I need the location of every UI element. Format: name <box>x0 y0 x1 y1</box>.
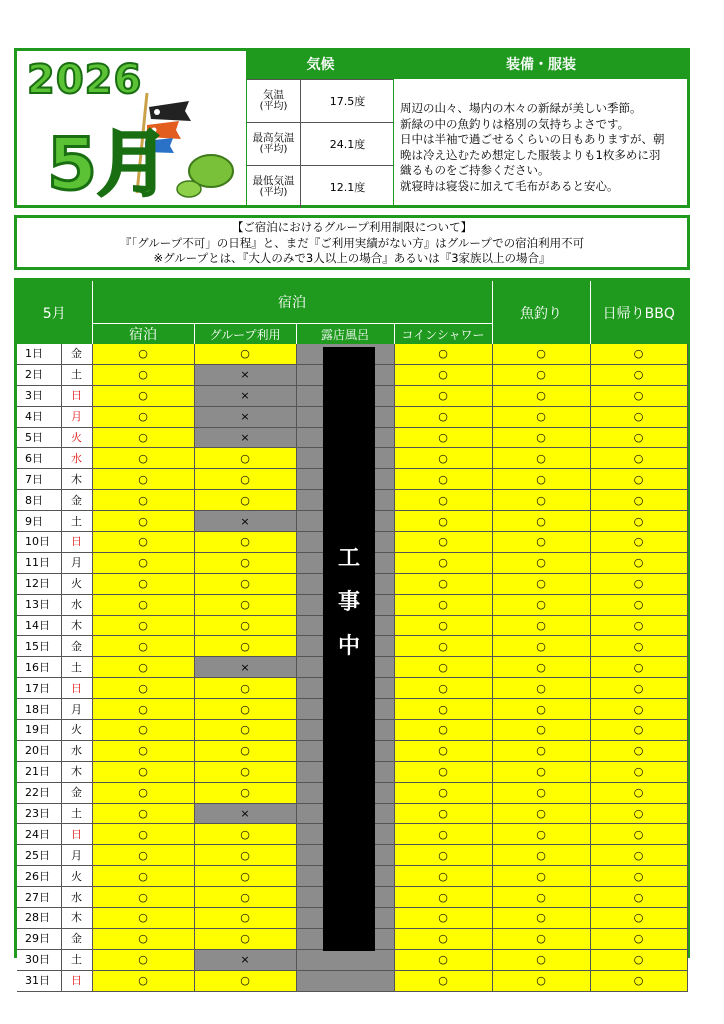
day-weekday: 月 <box>61 699 92 720</box>
fishing-status: ○ <box>492 740 590 761</box>
stay-status: ○ <box>92 573 194 594</box>
bbq-status: ○ <box>590 845 687 866</box>
weather-row <box>247 165 394 208</box>
weather-sub: (平均) <box>259 101 288 112</box>
day-date: 17日 <box>17 678 61 699</box>
stay-status: ○ <box>92 469 194 490</box>
fishing-status: ○ <box>492 908 590 929</box>
bbq-status: ○ <box>590 364 687 385</box>
day-weekday: 水 <box>61 887 92 908</box>
fishing-status: ○ <box>492 490 590 511</box>
group-status: × <box>194 657 296 678</box>
schedule-table <box>14 278 690 988</box>
group-status: × <box>194 406 296 427</box>
day-weekday: 月 <box>61 552 92 573</box>
weather-value: 24.1度 <box>329 138 366 151</box>
fishing-status: ○ <box>492 573 590 594</box>
fishing-header: 魚釣り <box>492 281 590 344</box>
stay-status: ○ <box>92 594 194 615</box>
day-date: 9日 <box>17 511 61 532</box>
day-weekday: 木 <box>61 761 92 782</box>
outdoor-bath-subheader: 露店風呂 <box>296 324 394 345</box>
day-weekday: 水 <box>61 594 92 615</box>
shower-status: ○ <box>394 782 492 803</box>
coin-shower-subheader: コインシャワー <box>394 324 492 345</box>
day-weekday: 金 <box>61 928 92 949</box>
stay-status: ○ <box>92 845 194 866</box>
day-weekday: 火 <box>61 866 92 887</box>
bbq-status: ○ <box>590 949 687 970</box>
day-date: 18日 <box>17 699 61 720</box>
bbq-status: ○ <box>590 406 687 427</box>
day-date: 11日 <box>17 552 61 573</box>
shower-status: ○ <box>394 657 492 678</box>
group-status: ○ <box>194 761 296 782</box>
bbq-status: ○ <box>590 657 687 678</box>
month-logo <box>17 51 246 205</box>
day-weekday: 月 <box>61 845 92 866</box>
shower-status: ○ <box>394 824 492 845</box>
bbq-status: ○ <box>590 928 687 949</box>
day-weekday: 月 <box>61 406 92 427</box>
group-status: ○ <box>194 490 296 511</box>
stay-status: ○ <box>92 615 194 636</box>
fishing-status: ○ <box>492 385 590 406</box>
day-weekday: 日 <box>61 824 92 845</box>
stay-status: ○ <box>92 887 194 908</box>
day-row <box>17 970 687 991</box>
day-date: 14日 <box>17 615 61 636</box>
day-weekday: 土 <box>61 364 92 385</box>
fishing-status: ○ <box>492 970 590 991</box>
shower-status: ○ <box>394 866 492 887</box>
shower-status: ○ <box>394 970 492 991</box>
stay-status: ○ <box>92 824 194 845</box>
bath-status <box>296 970 394 991</box>
fishing-status: ○ <box>492 552 590 573</box>
day-weekday: 水 <box>61 740 92 761</box>
bbq-status: ○ <box>590 573 687 594</box>
weather-sub: (平均) <box>259 187 288 198</box>
group-status: ○ <box>194 532 296 553</box>
equipment-line: 日中は半袖で過ごせるくらいの日もありますが、朝 <box>400 132 665 146</box>
day-weekday: 金 <box>61 782 92 803</box>
fishing-status: ○ <box>492 657 590 678</box>
day-weekday: 日 <box>61 532 92 553</box>
group-status: ○ <box>194 344 296 364</box>
day-date: 27日 <box>17 887 61 908</box>
bbq-status: ○ <box>590 385 687 406</box>
weather-label: 気温 <box>263 89 284 101</box>
fishing-status: ○ <box>492 761 590 782</box>
day-weekday: 木 <box>61 469 92 490</box>
bbq-status: ○ <box>590 469 687 490</box>
fishing-status: ○ <box>492 803 590 824</box>
stay-status: ○ <box>92 406 194 427</box>
stay-status: ○ <box>92 970 194 991</box>
notice-line: 『「グループ不可」の日程』と、まだ『ご利用実績がない方』はグループでの宿泊利用不可 <box>119 235 585 250</box>
group-status: × <box>194 364 296 385</box>
stay-status: ○ <box>92 928 194 949</box>
day-date: 8日 <box>17 490 61 511</box>
bbq-status: ○ <box>590 761 687 782</box>
day-weekday: 日 <box>61 970 92 991</box>
weather-label: 最高気温 <box>252 132 295 144</box>
group-use-subheader: グループ利用 <box>194 324 296 345</box>
group-status: ○ <box>194 928 296 949</box>
fishing-status: ○ <box>492 469 590 490</box>
fishing-status: ○ <box>492 615 590 636</box>
shower-status: ○ <box>394 552 492 573</box>
group-status: ○ <box>194 782 296 803</box>
day-weekday: 水 <box>61 448 92 469</box>
day-date: 15日 <box>17 636 61 657</box>
day-date: 6日 <box>17 448 61 469</box>
group-status: ○ <box>194 887 296 908</box>
day-date: 31日 <box>17 970 61 991</box>
weather-value: 17.5度 <box>329 95 366 108</box>
stay-status: ○ <box>92 552 194 573</box>
weather-row <box>247 79 394 122</box>
group-status: ○ <box>194 845 296 866</box>
shower-status: ○ <box>394 594 492 615</box>
bbq-header: 日帰りBBQ <box>590 281 687 344</box>
bbq-status: ○ <box>590 636 687 657</box>
equipment-line: 周辺の山々、場内の木々の新緑が美しい季節。 <box>400 101 642 115</box>
day-date: 28日 <box>17 908 61 929</box>
bbq-status: ○ <box>590 532 687 553</box>
equipment-panel <box>393 51 688 205</box>
shower-status: ○ <box>394 720 492 741</box>
stay-group-header: 宿泊 <box>92 281 492 324</box>
month-label: 5月 <box>47 122 170 203</box>
equipment-title: 装備・服装 <box>394 51 688 79</box>
day-date: 12日 <box>17 573 61 594</box>
bbq-status: ○ <box>590 866 687 887</box>
fishing-status: ○ <box>492 427 590 448</box>
bbq-status: ○ <box>590 970 687 991</box>
day-weekday: 木 <box>61 908 92 929</box>
group-status: ○ <box>194 699 296 720</box>
stay-status: ○ <box>92 448 194 469</box>
shower-status: ○ <box>394 490 492 511</box>
shower-status: ○ <box>394 511 492 532</box>
shower-status: ○ <box>394 406 492 427</box>
day-weekday: 火 <box>61 720 92 741</box>
group-status: ○ <box>194 824 296 845</box>
day-row <box>17 949 687 970</box>
equipment-line: 晩は冷え込むため想定した服装よりも1枚多めに羽 <box>400 147 661 162</box>
day-date: 5日 <box>17 427 61 448</box>
group-status: ○ <box>194 636 296 657</box>
construction-char: 工 <box>337 546 360 571</box>
group-status: × <box>194 385 296 406</box>
bbq-status: ○ <box>590 344 687 364</box>
group-status: × <box>194 803 296 824</box>
day-date: 20日 <box>17 740 61 761</box>
bbq-status: ○ <box>590 887 687 908</box>
group-status: ○ <box>194 469 296 490</box>
weather-panel <box>246 51 394 205</box>
fishing-status: ○ <box>492 845 590 866</box>
group-status: ○ <box>194 866 296 887</box>
stay-status: ○ <box>92 490 194 511</box>
shower-status: ○ <box>394 448 492 469</box>
shower-status: ○ <box>394 427 492 448</box>
weather-sub: (平均) <box>259 144 288 155</box>
shower-status: ○ <box>394 803 492 824</box>
stay-status: ○ <box>92 344 194 364</box>
shower-status: ○ <box>394 385 492 406</box>
month-header: 5月 <box>17 281 92 344</box>
bbq-status: ○ <box>590 699 687 720</box>
shower-status: ○ <box>394 469 492 490</box>
day-date: 26日 <box>17 866 61 887</box>
notice-title: 【ご宿泊におけるグループ利用制限について】 <box>231 220 473 234</box>
shower-status: ○ <box>394 740 492 761</box>
group-status: ○ <box>194 615 296 636</box>
bbq-status: ○ <box>590 490 687 511</box>
fishing-status: ○ <box>492 406 590 427</box>
shower-status: ○ <box>394 928 492 949</box>
bbq-status: ○ <box>590 720 687 741</box>
group-status: ○ <box>194 720 296 741</box>
weather-value: 12.1度 <box>329 181 366 194</box>
day-date: 13日 <box>17 594 61 615</box>
group-status: ○ <box>194 908 296 929</box>
bbq-status: ○ <box>590 740 687 761</box>
stay-status: ○ <box>92 699 194 720</box>
stay-status: ○ <box>92 761 194 782</box>
weather-title: 気候 <box>247 51 394 79</box>
stay-status: ○ <box>92 803 194 824</box>
day-date: 24日 <box>17 824 61 845</box>
fishing-status: ○ <box>492 887 590 908</box>
koinobori-illustration <box>39 93 239 203</box>
bbq-status: ○ <box>590 803 687 824</box>
construction-char: 事 <box>337 590 360 615</box>
equipment-line: 織るものをご持参ください。 <box>400 163 550 177</box>
group-status: ○ <box>194 594 296 615</box>
day-weekday: 土 <box>61 657 92 678</box>
stay-status: ○ <box>92 532 194 553</box>
stay-status: ○ <box>92 678 194 699</box>
stay-status: ○ <box>92 364 194 385</box>
shower-status: ○ <box>394 845 492 866</box>
group-status: ○ <box>194 740 296 761</box>
fishing-status: ○ <box>492 678 590 699</box>
fishing-status: ○ <box>492 511 590 532</box>
shower-status: ○ <box>394 678 492 699</box>
stay-status: ○ <box>92 782 194 803</box>
day-weekday: 土 <box>61 803 92 824</box>
day-date: 25日 <box>17 845 61 866</box>
day-date: 23日 <box>17 803 61 824</box>
group-status: × <box>194 511 296 532</box>
day-date: 30日 <box>17 949 61 970</box>
day-weekday: 木 <box>61 615 92 636</box>
shower-status: ○ <box>394 699 492 720</box>
group-status: ○ <box>194 970 296 991</box>
fishing-status: ○ <box>492 949 590 970</box>
weather-label: 最低気温 <box>252 175 295 187</box>
fishing-status: ○ <box>492 364 590 385</box>
day-date: 4日 <box>17 406 61 427</box>
fishing-status: ○ <box>492 594 590 615</box>
day-weekday: 金 <box>61 344 92 364</box>
day-date: 19日 <box>17 720 61 741</box>
fishing-status: ○ <box>492 824 590 845</box>
bbq-status: ○ <box>590 552 687 573</box>
shower-status: ○ <box>394 887 492 908</box>
shower-status: ○ <box>394 573 492 594</box>
fishing-status: ○ <box>492 532 590 553</box>
equipment-line: 就寝時は寝袋に加えて毛布があると安心。 <box>400 178 619 193</box>
bbq-status: ○ <box>590 908 687 929</box>
stay-status: ○ <box>92 866 194 887</box>
bbq-status: ○ <box>590 824 687 845</box>
group-restriction-notice <box>14 215 690 270</box>
fishing-status: ○ <box>492 636 590 657</box>
stay-status: ○ <box>92 720 194 741</box>
fishing-status: ○ <box>492 344 590 364</box>
day-weekday: 日 <box>61 678 92 699</box>
shower-status: ○ <box>394 615 492 636</box>
shower-status: ○ <box>394 761 492 782</box>
fishing-status: ○ <box>492 699 590 720</box>
stay-status: ○ <box>92 908 194 929</box>
bbq-status: ○ <box>590 448 687 469</box>
equipment-line: 新緑の中の魚釣りは格別の気持ちよさです。 <box>400 116 630 131</box>
bbq-status: ○ <box>590 678 687 699</box>
construction-bar <box>323 347 375 951</box>
day-date: 10日 <box>17 532 61 553</box>
stay-status: ○ <box>92 511 194 532</box>
fishing-status: ○ <box>492 448 590 469</box>
day-date: 3日 <box>17 385 61 406</box>
day-weekday: 土 <box>61 949 92 970</box>
bbq-status: ○ <box>590 615 687 636</box>
day-date: 2日 <box>17 364 61 385</box>
fishing-status: ○ <box>492 866 590 887</box>
stay-status: ○ <box>92 636 194 657</box>
fishing-status: ○ <box>492 720 590 741</box>
group-status: ○ <box>194 448 296 469</box>
group-status: ○ <box>194 573 296 594</box>
day-date: 21日 <box>17 761 61 782</box>
shower-status: ○ <box>394 949 492 970</box>
stay-status: ○ <box>92 385 194 406</box>
day-weekday: 金 <box>61 490 92 511</box>
group-status: ○ <box>194 552 296 573</box>
fishing-status: ○ <box>492 928 590 949</box>
bbq-status: ○ <box>590 511 687 532</box>
stay-status: ○ <box>92 949 194 970</box>
equipment-text <box>394 79 688 194</box>
notice-line: ※グループとは、『大人のみで3人以上の場合』あるいは『3家族以上の場合』 <box>153 251 551 265</box>
shower-status: ○ <box>394 364 492 385</box>
weather-row <box>247 122 394 165</box>
stay-status: ○ <box>92 740 194 761</box>
day-weekday: 火 <box>61 427 92 448</box>
stay-subheader: 宿泊 <box>92 324 194 345</box>
stay-status: ○ <box>92 657 194 678</box>
group-status: ○ <box>194 678 296 699</box>
year-label: 2026 <box>27 57 143 103</box>
day-weekday: 金 <box>61 636 92 657</box>
day-weekday: 日 <box>61 385 92 406</box>
day-date: 29日 <box>17 928 61 949</box>
bbq-status: ○ <box>590 594 687 615</box>
day-date: 16日 <box>17 657 61 678</box>
shower-status: ○ <box>394 344 492 364</box>
day-weekday: 土 <box>61 511 92 532</box>
day-weekday: 火 <box>61 573 92 594</box>
fishing-status: ○ <box>492 782 590 803</box>
bbq-status: ○ <box>590 427 687 448</box>
info-banner <box>14 48 690 208</box>
bath-status <box>296 949 394 970</box>
day-date: 1日 <box>17 344 61 364</box>
group-status: × <box>194 949 296 970</box>
day-date: 22日 <box>17 782 61 803</box>
shower-status: ○ <box>394 532 492 553</box>
stay-status: ○ <box>92 427 194 448</box>
shower-status: ○ <box>394 636 492 657</box>
day-date: 7日 <box>17 469 61 490</box>
construction-char: 中 <box>337 634 360 659</box>
shower-status: ○ <box>394 908 492 929</box>
bbq-status: ○ <box>590 782 687 803</box>
group-status: × <box>194 427 296 448</box>
